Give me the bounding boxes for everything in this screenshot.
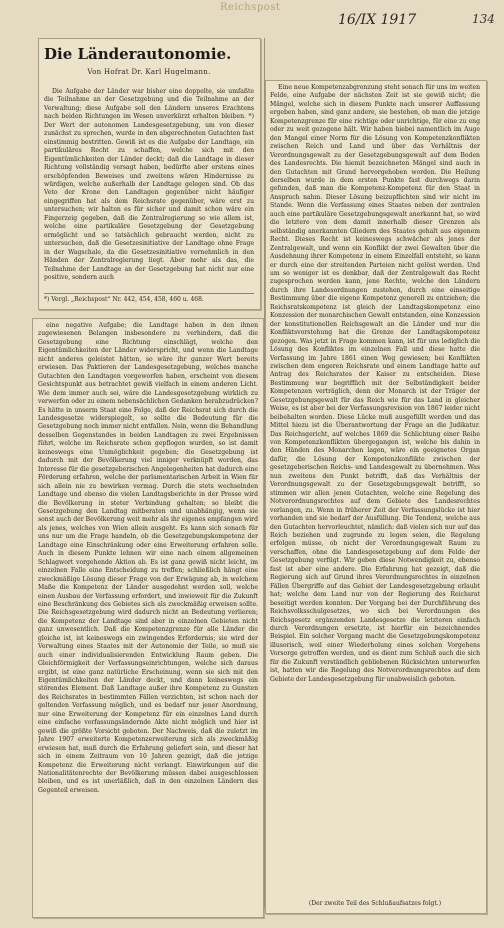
article-column-a xyxy=(44,88,254,294)
column-c-text: Eine neue Kompetenzabgrenzung steht sonach für uns im weiten Felde, eine Aufgabe der nächsten Zeit ist sie gewiß nicht; die Mängel, welche sich in diesem Punkte nach unserer Auffassung ergeben haben, sind ganz andere, sie bestehen, ob man die jetzige Kompetenzgrenze für eine richtige oder unrichtige, für eine zu eng oder zu weit gezogene hält. Wir haben hiebei namentlich im Auge den Mangel einer Norm für die Lösung von Kompetenzkonflikten zwischen Reich und Land und über das Verhältnis der Verordnungsgewalt zu der Gesetzgebungsgewalt auf dem Boden des Landesrechts. Die hiemit bezeichneten Mängel sind auch in den Gutachten mit Grund hervorgehoben worden. Die Heilung derselben wurde in dem ersten Punkte fast durchwegs darin gefunden, daß man die Kompetenz-Kompetenz für den Staat in Anspruch nahm. Dieser Lösung beizupflichten sind wir nicht im Stande. Wenn die Verfassung eines Staates neben der zentralen auch eine partikuläre Gesetzgebungsgewalt anerkannt hat, so wird die letztere von dem damit innerhalb dieser Grenzen als selbständig anerkannten Gliedern des Staates gehalt aus eigenem Recht. Dieses Recht ist keineswegs schwächer als jenes der Zentralgewalt, und wenn ein Konflikt der zwei Gewalten über die Ausdehnung ihrer Kompetenz in einem Einzelfall entsteht, so kann er durch eine der streitenden Parteien nicht gelöst werden. Und um so weniger ist es denkbar, daß der Zentralgewalt das Recht zugesprochen werden kann, jene Rechte, welche den Ländern durch ihre Landesordnungen zustehen, durch eine einseitige Bestimmung über die eigene Kompetenz generell zu entziehen; die Reichsratskompetenz ist gleich der Landtagskompetenz eine Konzession der monarchischen Gewalt entstanden, eine Konzession der konstitutionellen Reichsgewalt an die Länder und nur die Konfliktsvorstehung hat die Grenze der Landtagskompetenz gezogen. Was jetzt in Frage kommen kann, ist für uns lediglich die Lösung des Konfliktes im einzelnen Fall und diese hatte die Verfassung im Jahre 1861 einen Weg gewiesen; bei Konflikten zwischen dem engeren Reichsrate und einem Landtage hatte auf Antrag des Reichsrates der Kaiser zu entscheiden. Diese Bestimmung war begrifflich mit der Selbständigkeit beider Kompetenzen verträglich, denn der Monarch ist der Träger der Gesetzgebungsgewalt für das Reich wie für das Land in gleicher Weise, es ist aber bei der Verfassungsrevision von 1867 leider nicht beibehalten worden. Diese Lücke muß ausgefüllt werden und das Mittel hiezu ist die Überantwortung der Frage an die Judikatur. Das Reichsgericht, auf welches 1869 die Schlichtung einer Reihe von Kompetenzkonflikten übergegangen ist, welche bis dahin in den Händen des Monarchen lagen, wäre ein geeignetes Organ dafür, die Lösung der Kompetenzkonflikte zwischen der gesetzgeberischen Reichs- und Landesgewalt zu übernehmen. Was nun zweitens den Punkt betrifft, daß das Verhältnis der Verordnungsgewalt zu der Gesetzgebungsgewalt betrifft, so stimmen wir allen jenen Gutachten, welche eine Regelung des Notverordnungsrechtes auf dem Gebiete des Landesrechtes verlangen, zu. Wenn in früherer Zeit der Verfassungslücke ist hier vorhanden und sie bedarf der Ausfüllung. Die Tendenz, welche aus den Gutachten hervorleuchtet, nämlich: daß vielen sich nur auf das Reich beziehen und zugrunde zu legen seien, die Regelung erfolgen müsse, ob nicht der Verordnungsgewalt Raum zu verschaffen, ohne die Landesgesetzgebung auf dem Felde der Gesetzgebung verfügt. Wir geben diese Notwendigkeit zu, ebenso fast ist aber eine andere. Die Erfahrung hat gezeigt, daß die Regierung sich auf Grund ihres Verordnungsrechtes in einzelnen Fällen Übergriffe auf das Gebiet der Landesgesetzgebung erlaubt hat; welche dem Land nur von der Regierung des Reichsrat beseitigt werden konnten. Der Vorgang bei der Durchführung des Reichsvolksschulgesetzes, wo sich bei Verordnungen des Reichsgesetz ergänzenden Landesgesetze die letzteren einfach durch Verordnungen ersetzte, ist hierfür ein bezeichnendes Beispiel. Ein solcher Vorgang macht die Gesetzgebungskompetenz illusorisch, weil einer Wiederholung eines solchen Vorgehens Vorsorge getroffen werden, und es dient zum Schluß auch die sich für die Zukunft verständlich gebliebenen Rücksichten unterworfen ist, hatten wir die Regelung des Notverordnungsrechtes auf dem Gebiete der Landesgesetzgebung für unabweislich geboten. xyxy=(270,84,480,683)
article-footnote: *) Vergl. „Reichspost“ Nr. 442, 454, 458, 460 u. 468. xyxy=(44,293,254,303)
article-column-c xyxy=(270,84,480,906)
article-byline: Von Hofrat Dr. Karl Hugelmann. xyxy=(87,68,211,76)
continuation-note: (Der zweite Teil des Schlußaufsatzes folgt.) xyxy=(308,900,442,907)
column-b-text: eine negative Aufgabe; die Landtage haben in den ihnen zugewiesenen Belangen insbesondere zu verhindern, daß die Gesetzgebung eine Richtung einschlägt, welche den Eigentümlichkeiten der Länder widerspricht, und wenn die Landtage nicht anderes geleistet hätten, so wäre ihr ganzer Wert bereits erwiesen. Das Paktieren der Landesgesetzgebung, welches manche Gutachten den Landtagen vorgeworfen haben, erscheint von diesem Gesichtspunkt aus betrachtet gewiß vielfach in einem anderen Licht. Wie dem immer auch sei, wäre die Landesgesetzgebung wirklich zu verwerfen oder zu einem nebensächlichen Gedanken herabzudrücken? Es hätte in unserm Staat eine Folge, daß der Reichsrat sich durch die Landesgesetze widerspiegelt, so sollte die Bedeutung für die Gesetzgebung noch immer nicht entfallen. Nein, wenn die Behandlung desselben Gegenstandes in beiden Landtagen zu zwei Ergebnissen führt, welche im Reichsrate schon gepflogen wurden, so ist damit keineswegs eine Unmöglichkeit gegeben; die Gesetzgebung ist dadurch mit der Bevölkerung viel inniger verknüpft worden, das Interesse für die gesetzgeberischen Angelegenheiten hat dadurch eine Förderung erfahren, welche der parlamentarischen Arbeit in Wien für sich allein nie zu bewirken vermag. Durch die stets wechselnden Landtage und ebenso die vielen Landtagsberichte in der Presse wird die Bevölkerung in steter Verbindung gehalten; so bleibt die Gesetzgebung den Landtag mitberaten und unabhängig, wenn sie sonst auch der Bevölkerung weit mehr als ihr eigenes empfangen wird als jenes, welches von Wien allein ausgeht. Es kann sich sonach für uns nur um die Frage handeln, ob die Gesetzgebungskompetenz der Landtage eine Einschränkung oder eine Erweiterung erfahren solle. Auch in diesem Punkte lehnen wir eine nach einem allgemeinen Schlagwort vorgehende Aktion ab. Es ist ganz gewiß nicht leicht, im einzelnen Falle eine Entscheidung zu treffen; schließlich hängt eine zweckmäßige Lösung dieser Frage von der Erwägung ab, in welchem Maße die Kompetenz der Länder ausgedehnt werden soll, welche einen Ausbau der Verfassung erfordert, und inwieweit für die Zukunft eine Beschränkung des Gebietes sich als zweckmäßig erweisen sollte. Die Reichsgesetzgebung wird dadurch nicht an Bedeutung verlieren; die Kompetenz der Landtage sind aber in einzelnen Gebieten nicht ganz unwesentlich. Daß die Kompetenzgrenze für alle Länder die gleiche ist, ist keineswegs ein zwingendes Erfordernis; sie wird der Verwaltung eines Staates mit der Autonomie der Teile, so muß sie auch einer individualisierenden Entwicklung Raum geben. Die Gleichförmigkeit der Verfassungseinrichtungen, welche sich daraus ergibt, ist eine ganz natürliche Erscheinung, wenn sie sich mit den Eigentümlichkeiten der Länder deckt, und dann keineswegs ein störendes Element. Daß Landtage außer ihre Kompetenz zu Gunsten des Reichsrates in bestimmten Fällen verzichten, ist schon nach der geltenden Verfassung möglich, und es bedarf nur jener Anordnung, nur eine Erweiterung der Kompetenz für ein einzelnes Land durch eine einfache verfassungsändernde Akte nicht möglich und hier ist gewiß die größte Vorsicht geboten. Der Nachweis, daß die zuletzt im Jahre 1907 erweiterte Kompetenzerweiterung sich als zweckmäßig erwiesen hat, muß durch die Erfahrung geliefert sein, und dieser hat sich in einem Zeitraum von 10 Jahren gezeigt, daß die jetzige Kompetenz die Erweiterung nicht verlangt. Einwirkungen auf die Nationalitätenrechte der Bevölkerung müssen dabei ausgeschlossen bleiben, und es ist unerläßlich, daß in den einzelnen Ländern das Gegenteil erweisen. xyxy=(38,322,258,794)
column-a-text: Die Aufgabe der Länder war bisher eine doppelte, sie umfaßte die Teilnahme an der Gesetzgebung und die Teilnahme an der Verwaltung; diese Aufgabe soll den Ländern unseres Erachtens nach beiden Richtungen im Wesen unverkürzt erhalten bleiben. *) Der Wert der autonomen Landesgesetzgebung, um von dieser zunächst zu sprechen, wurde in den abgerechneten Gutachten fast einstimmig bestritten. Gewiß ist es die Aufgabe der Landtage, ein partikuläres Recht zu schaffen, welche sich mit den Eigentümlichkeiten der Länder deckt; daß die Landtage in dieser Richtung vollständig versagt haben, bedürfte aber erstens eines erschöpfenden Beweises und zweitens wären Hindernisse zu würdigen, welche außerhalb der Landtage gelegen sind. Ob das Veto der Krone den Landtagen gegenüber nicht häufiger eingegriffen hat als dem Reichsrate gegenüber, wäre erst zu untersuchen; wir halten es für sicher und damit schon wäre ein Fingerzeig gegeben, daß die Zentralregierung so wie allem ist, welche eine partikuläre Gesetzgebung der Gesetzgebung ermöglicht und so tatsächlich gebraucht werden, nicht zu untersuchen, daß die Gesetzesinitiative der Landtage ohne Frage in der Wagschale, da die Gesetzesinitiative vornehmlich in den Händen der Zentralregierung liegt. Aber mehr als das, die Teilnahme der Landtage an der Gesetzgebung hat nicht nur eine positive, sondern auch xyxy=(44,88,254,281)
page-number: 134 xyxy=(472,12,495,26)
article-column-b xyxy=(38,322,258,910)
article-title: Die Länderautonomie. xyxy=(44,45,232,63)
newspaper-stamp: Reichspost xyxy=(220,2,281,13)
handwritten-date: 16/IX 1917 xyxy=(338,12,417,28)
column-divider xyxy=(264,38,265,908)
